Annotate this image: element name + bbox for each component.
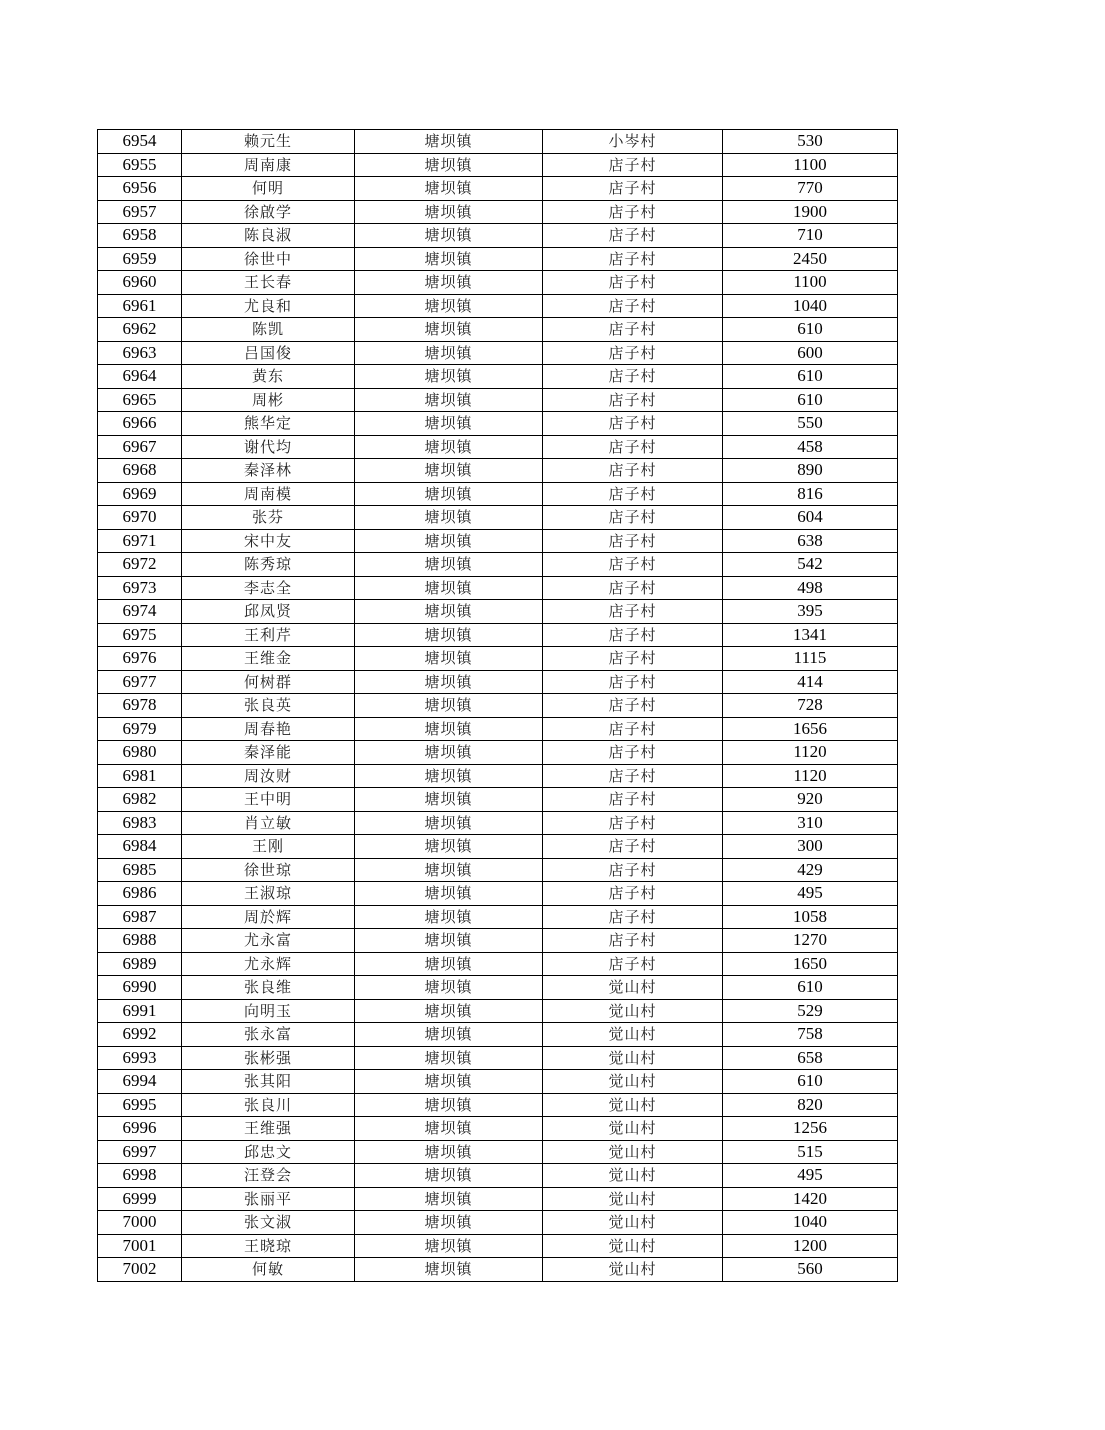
row-id-cell: 6998 bbox=[98, 1164, 182, 1188]
amount-cell: 638 bbox=[723, 529, 898, 553]
village-cell: 店子村 bbox=[543, 764, 723, 788]
town-cell: 塘坝镇 bbox=[355, 482, 543, 506]
town-cell: 塘坝镇 bbox=[355, 153, 543, 177]
village-cell: 店子村 bbox=[543, 153, 723, 177]
name-cell: 张文淑 bbox=[182, 1211, 355, 1235]
village-cell: 店子村 bbox=[543, 412, 723, 436]
village-cell: 觉山村 bbox=[543, 1046, 723, 1070]
amount-cell: 610 bbox=[723, 318, 898, 342]
amount-cell: 610 bbox=[723, 1070, 898, 1094]
amount-cell: 429 bbox=[723, 858, 898, 882]
row-id-cell: 6977 bbox=[98, 670, 182, 694]
table-row bbox=[98, 600, 898, 624]
table-row bbox=[98, 177, 898, 201]
village-cell: 店子村 bbox=[543, 905, 723, 929]
table-row bbox=[98, 952, 898, 976]
row-id-cell: 6997 bbox=[98, 1140, 182, 1164]
town-cell: 塘坝镇 bbox=[355, 247, 543, 271]
town-cell: 塘坝镇 bbox=[355, 1023, 543, 1047]
village-cell: 店子村 bbox=[543, 553, 723, 577]
table-row bbox=[98, 365, 898, 389]
table-row bbox=[98, 929, 898, 953]
name-cell: 王维金 bbox=[182, 647, 355, 671]
village-cell: 觉山村 bbox=[543, 1023, 723, 1047]
village-cell: 觉山村 bbox=[543, 1187, 723, 1211]
table-row bbox=[98, 670, 898, 694]
amount-cell: 604 bbox=[723, 506, 898, 530]
town-cell: 塘坝镇 bbox=[355, 1234, 543, 1258]
table-row bbox=[98, 576, 898, 600]
row-id-cell: 6980 bbox=[98, 741, 182, 765]
table-row bbox=[98, 247, 898, 271]
town-cell: 塘坝镇 bbox=[355, 553, 543, 577]
village-cell: 店子村 bbox=[543, 694, 723, 718]
table-row bbox=[98, 882, 898, 906]
amount-cell: 1656 bbox=[723, 717, 898, 741]
village-cell: 店子村 bbox=[543, 811, 723, 835]
table-row bbox=[98, 647, 898, 671]
village-cell: 店子村 bbox=[543, 835, 723, 859]
town-cell: 塘坝镇 bbox=[355, 388, 543, 412]
row-id-cell: 6984 bbox=[98, 835, 182, 859]
name-cell: 赖元生 bbox=[182, 130, 355, 154]
town-cell: 塘坝镇 bbox=[355, 224, 543, 248]
village-cell: 店子村 bbox=[543, 929, 723, 953]
amount-cell: 1200 bbox=[723, 1234, 898, 1258]
town-cell: 塘坝镇 bbox=[355, 929, 543, 953]
table-row bbox=[98, 130, 898, 154]
town-cell: 塘坝镇 bbox=[355, 858, 543, 882]
town-cell: 塘坝镇 bbox=[355, 1211, 543, 1235]
name-cell: 张其阳 bbox=[182, 1070, 355, 1094]
row-id-cell: 6967 bbox=[98, 435, 182, 459]
amount-cell: 458 bbox=[723, 435, 898, 459]
amount-cell: 770 bbox=[723, 177, 898, 201]
amount-cell: 1420 bbox=[723, 1187, 898, 1211]
table-row bbox=[98, 200, 898, 224]
name-cell: 秦泽林 bbox=[182, 459, 355, 483]
table-row bbox=[98, 459, 898, 483]
row-id-cell: 6961 bbox=[98, 294, 182, 318]
table-row bbox=[98, 1070, 898, 1094]
row-id-cell: 6983 bbox=[98, 811, 182, 835]
name-cell: 黄东 bbox=[182, 365, 355, 389]
amount-cell: 920 bbox=[723, 788, 898, 812]
name-cell: 周汝财 bbox=[182, 764, 355, 788]
table-row bbox=[98, 435, 898, 459]
amount-cell: 610 bbox=[723, 976, 898, 1000]
name-cell: 周南模 bbox=[182, 482, 355, 506]
name-cell: 王晓琼 bbox=[182, 1234, 355, 1258]
amount-cell: 2450 bbox=[723, 247, 898, 271]
row-id-cell: 6957 bbox=[98, 200, 182, 224]
name-cell: 周春艳 bbox=[182, 717, 355, 741]
row-id-cell: 6969 bbox=[98, 482, 182, 506]
amount-cell: 1040 bbox=[723, 1211, 898, 1235]
village-cell: 店子村 bbox=[543, 341, 723, 365]
amount-cell: 550 bbox=[723, 412, 898, 436]
town-cell: 塘坝镇 bbox=[355, 835, 543, 859]
row-id-cell: 6970 bbox=[98, 506, 182, 530]
row-id-cell: 7000 bbox=[98, 1211, 182, 1235]
amount-cell: 728 bbox=[723, 694, 898, 718]
row-id-cell: 6956 bbox=[98, 177, 182, 201]
name-cell: 王利芹 bbox=[182, 623, 355, 647]
town-cell: 塘坝镇 bbox=[355, 435, 543, 459]
name-cell: 陈秀琼 bbox=[182, 553, 355, 577]
village-cell: 店子村 bbox=[543, 670, 723, 694]
name-cell: 陈凯 bbox=[182, 318, 355, 342]
row-id-cell: 6990 bbox=[98, 976, 182, 1000]
town-cell: 塘坝镇 bbox=[355, 1093, 543, 1117]
village-cell: 觉山村 bbox=[543, 1070, 723, 1094]
village-cell: 店子村 bbox=[543, 576, 723, 600]
town-cell: 塘坝镇 bbox=[355, 459, 543, 483]
village-cell: 店子村 bbox=[543, 318, 723, 342]
name-cell: 王中明 bbox=[182, 788, 355, 812]
table-row bbox=[98, 1093, 898, 1117]
table-row bbox=[98, 694, 898, 718]
name-cell: 张彬强 bbox=[182, 1046, 355, 1070]
village-cell: 店子村 bbox=[543, 459, 723, 483]
village-cell: 店子村 bbox=[543, 600, 723, 624]
row-id-cell: 6965 bbox=[98, 388, 182, 412]
table-row bbox=[98, 788, 898, 812]
town-cell: 塘坝镇 bbox=[355, 1070, 543, 1094]
name-cell: 王刚 bbox=[182, 835, 355, 859]
name-cell: 吕国俊 bbox=[182, 341, 355, 365]
village-cell: 觉山村 bbox=[543, 1093, 723, 1117]
town-cell: 塘坝镇 bbox=[355, 365, 543, 389]
table-row bbox=[98, 905, 898, 929]
village-cell: 店子村 bbox=[543, 647, 723, 671]
table-row bbox=[98, 341, 898, 365]
table-row bbox=[98, 553, 898, 577]
name-cell: 张良维 bbox=[182, 976, 355, 1000]
table-row bbox=[98, 835, 898, 859]
town-cell: 塘坝镇 bbox=[355, 976, 543, 1000]
table-row bbox=[98, 1234, 898, 1258]
amount-cell: 1120 bbox=[723, 764, 898, 788]
amount-cell: 498 bbox=[723, 576, 898, 600]
amount-cell: 1341 bbox=[723, 623, 898, 647]
town-cell: 塘坝镇 bbox=[355, 200, 543, 224]
town-cell: 塘坝镇 bbox=[355, 999, 543, 1023]
name-cell: 徐世琼 bbox=[182, 858, 355, 882]
table-row bbox=[98, 1258, 898, 1282]
table-row bbox=[98, 1023, 898, 1047]
table-row bbox=[98, 294, 898, 318]
amount-cell: 530 bbox=[723, 130, 898, 154]
village-cell: 店子村 bbox=[543, 200, 723, 224]
name-cell: 尤永富 bbox=[182, 929, 355, 953]
town-cell: 塘坝镇 bbox=[355, 1140, 543, 1164]
row-id-cell: 7001 bbox=[98, 1234, 182, 1258]
name-cell: 徐世中 bbox=[182, 247, 355, 271]
row-id-cell: 6982 bbox=[98, 788, 182, 812]
village-cell: 觉山村 bbox=[543, 1258, 723, 1282]
town-cell: 塘坝镇 bbox=[355, 694, 543, 718]
table-row bbox=[98, 1140, 898, 1164]
row-id-cell: 6973 bbox=[98, 576, 182, 600]
table-row bbox=[98, 811, 898, 835]
table-row bbox=[98, 506, 898, 530]
name-cell: 张永富 bbox=[182, 1023, 355, 1047]
name-cell: 尤良和 bbox=[182, 294, 355, 318]
table-row bbox=[98, 1117, 898, 1141]
name-cell: 谢代均 bbox=[182, 435, 355, 459]
name-cell: 何敏 bbox=[182, 1258, 355, 1282]
town-cell: 塘坝镇 bbox=[355, 741, 543, 765]
amount-cell: 495 bbox=[723, 1164, 898, 1188]
village-cell: 店子村 bbox=[543, 294, 723, 318]
amount-cell: 1900 bbox=[723, 200, 898, 224]
name-cell: 秦泽能 bbox=[182, 741, 355, 765]
name-cell: 王淑琼 bbox=[182, 882, 355, 906]
amount-cell: 1120 bbox=[723, 741, 898, 765]
amount-cell: 1100 bbox=[723, 271, 898, 295]
row-id-cell: 6996 bbox=[98, 1117, 182, 1141]
row-id-cell: 7002 bbox=[98, 1258, 182, 1282]
village-cell: 店子村 bbox=[543, 177, 723, 201]
amount-cell: 1115 bbox=[723, 647, 898, 671]
village-cell: 觉山村 bbox=[543, 999, 723, 1023]
village-cell: 店子村 bbox=[543, 952, 723, 976]
town-cell: 塘坝镇 bbox=[355, 623, 543, 647]
amount-cell: 710 bbox=[723, 224, 898, 248]
roster-table bbox=[97, 129, 898, 1282]
table-row bbox=[98, 412, 898, 436]
amount-cell: 515 bbox=[723, 1140, 898, 1164]
table-row bbox=[98, 999, 898, 1023]
town-cell: 塘坝镇 bbox=[355, 882, 543, 906]
amount-cell: 1100 bbox=[723, 153, 898, 177]
table-row bbox=[98, 388, 898, 412]
row-id-cell: 6962 bbox=[98, 318, 182, 342]
town-cell: 塘坝镇 bbox=[355, 130, 543, 154]
amount-cell: 758 bbox=[723, 1023, 898, 1047]
row-id-cell: 6971 bbox=[98, 529, 182, 553]
row-id-cell: 6992 bbox=[98, 1023, 182, 1047]
town-cell: 塘坝镇 bbox=[355, 412, 543, 436]
village-cell: 店子村 bbox=[543, 247, 723, 271]
name-cell: 徐啟学 bbox=[182, 200, 355, 224]
row-id-cell: 6978 bbox=[98, 694, 182, 718]
village-cell: 觉山村 bbox=[543, 1140, 723, 1164]
amount-cell: 816 bbox=[723, 482, 898, 506]
row-id-cell: 6964 bbox=[98, 365, 182, 389]
table-row bbox=[98, 976, 898, 1000]
table-row bbox=[98, 1211, 898, 1235]
table-row bbox=[98, 271, 898, 295]
village-cell: 店子村 bbox=[543, 882, 723, 906]
amount-cell: 1040 bbox=[723, 294, 898, 318]
amount-cell: 1058 bbox=[723, 905, 898, 929]
name-cell: 张良英 bbox=[182, 694, 355, 718]
amount-cell: 495 bbox=[723, 882, 898, 906]
row-id-cell: 6966 bbox=[98, 412, 182, 436]
table-row bbox=[98, 741, 898, 765]
table-row bbox=[98, 224, 898, 248]
row-id-cell: 6958 bbox=[98, 224, 182, 248]
town-cell: 塘坝镇 bbox=[355, 1046, 543, 1070]
town-cell: 塘坝镇 bbox=[355, 905, 543, 929]
name-cell: 何树群 bbox=[182, 670, 355, 694]
row-id-cell: 6955 bbox=[98, 153, 182, 177]
town-cell: 塘坝镇 bbox=[355, 952, 543, 976]
name-cell: 张丽平 bbox=[182, 1187, 355, 1211]
row-id-cell: 6960 bbox=[98, 271, 182, 295]
town-cell: 塘坝镇 bbox=[355, 1258, 543, 1282]
amount-cell: 560 bbox=[723, 1258, 898, 1282]
town-cell: 塘坝镇 bbox=[355, 341, 543, 365]
town-cell: 塘坝镇 bbox=[355, 811, 543, 835]
table-row bbox=[98, 482, 898, 506]
name-cell: 周南康 bbox=[182, 153, 355, 177]
village-cell: 店子村 bbox=[543, 623, 723, 647]
amount-cell: 600 bbox=[723, 341, 898, 365]
row-id-cell: 6976 bbox=[98, 647, 182, 671]
row-id-cell: 6981 bbox=[98, 764, 182, 788]
amount-cell: 414 bbox=[723, 670, 898, 694]
name-cell: 李志全 bbox=[182, 576, 355, 600]
village-cell: 店子村 bbox=[543, 435, 723, 459]
village-cell: 觉山村 bbox=[543, 976, 723, 1000]
row-id-cell: 6979 bbox=[98, 717, 182, 741]
name-cell: 张芬 bbox=[182, 506, 355, 530]
roster-table-body bbox=[98, 130, 898, 1282]
name-cell: 陈良淑 bbox=[182, 224, 355, 248]
amount-cell: 1650 bbox=[723, 952, 898, 976]
row-id-cell: 6999 bbox=[98, 1187, 182, 1211]
village-cell: 店子村 bbox=[543, 741, 723, 765]
town-cell: 塘坝镇 bbox=[355, 294, 543, 318]
amount-cell: 820 bbox=[723, 1093, 898, 1117]
town-cell: 塘坝镇 bbox=[355, 788, 543, 812]
row-id-cell: 6991 bbox=[98, 999, 182, 1023]
village-cell: 店子村 bbox=[543, 482, 723, 506]
row-id-cell: 6974 bbox=[98, 600, 182, 624]
amount-cell: 300 bbox=[723, 835, 898, 859]
town-cell: 塘坝镇 bbox=[355, 318, 543, 342]
town-cell: 塘坝镇 bbox=[355, 506, 543, 530]
row-id-cell: 6959 bbox=[98, 247, 182, 271]
row-id-cell: 6954 bbox=[98, 130, 182, 154]
name-cell: 宋中友 bbox=[182, 529, 355, 553]
town-cell: 塘坝镇 bbox=[355, 1187, 543, 1211]
village-cell: 小岑村 bbox=[543, 130, 723, 154]
table-row bbox=[98, 1164, 898, 1188]
village-cell: 觉山村 bbox=[543, 1164, 723, 1188]
row-id-cell: 6986 bbox=[98, 882, 182, 906]
name-cell: 肖立敏 bbox=[182, 811, 355, 835]
name-cell: 张良川 bbox=[182, 1093, 355, 1117]
name-cell: 汪登会 bbox=[182, 1164, 355, 1188]
table-row bbox=[98, 1046, 898, 1070]
amount-cell: 610 bbox=[723, 388, 898, 412]
amount-cell: 658 bbox=[723, 1046, 898, 1070]
name-cell: 熊华定 bbox=[182, 412, 355, 436]
amount-cell: 610 bbox=[723, 365, 898, 389]
town-cell: 塘坝镇 bbox=[355, 670, 543, 694]
town-cell: 塘坝镇 bbox=[355, 576, 543, 600]
village-cell: 店子村 bbox=[543, 224, 723, 248]
amount-cell: 542 bbox=[723, 553, 898, 577]
town-cell: 塘坝镇 bbox=[355, 1164, 543, 1188]
amount-cell: 890 bbox=[723, 459, 898, 483]
name-cell: 周於辉 bbox=[182, 905, 355, 929]
table-row bbox=[98, 858, 898, 882]
table-row bbox=[98, 318, 898, 342]
amount-cell: 1256 bbox=[723, 1117, 898, 1141]
table-row bbox=[98, 529, 898, 553]
village-cell: 觉山村 bbox=[543, 1117, 723, 1141]
town-cell: 塘坝镇 bbox=[355, 717, 543, 741]
row-id-cell: 6968 bbox=[98, 459, 182, 483]
town-cell: 塘坝镇 bbox=[355, 764, 543, 788]
name-cell: 向明玉 bbox=[182, 999, 355, 1023]
town-cell: 塘坝镇 bbox=[355, 529, 543, 553]
table-row bbox=[98, 717, 898, 741]
town-cell: 塘坝镇 bbox=[355, 1117, 543, 1141]
town-cell: 塘坝镇 bbox=[355, 177, 543, 201]
village-cell: 店子村 bbox=[543, 506, 723, 530]
village-cell: 觉山村 bbox=[543, 1211, 723, 1235]
row-id-cell: 6995 bbox=[98, 1093, 182, 1117]
amount-cell: 310 bbox=[723, 811, 898, 835]
amount-cell: 1270 bbox=[723, 929, 898, 953]
name-cell: 尤永辉 bbox=[182, 952, 355, 976]
name-cell: 王维强 bbox=[182, 1117, 355, 1141]
name-cell: 邱凤贤 bbox=[182, 600, 355, 624]
row-id-cell: 6988 bbox=[98, 929, 182, 953]
village-cell: 店子村 bbox=[543, 788, 723, 812]
village-cell: 店子村 bbox=[543, 858, 723, 882]
village-cell: 店子村 bbox=[543, 365, 723, 389]
row-id-cell: 6993 bbox=[98, 1046, 182, 1070]
name-cell: 王长春 bbox=[182, 271, 355, 295]
row-id-cell: 6963 bbox=[98, 341, 182, 365]
table-row bbox=[98, 153, 898, 177]
amount-cell: 529 bbox=[723, 999, 898, 1023]
table-row bbox=[98, 1187, 898, 1211]
name-cell: 周彬 bbox=[182, 388, 355, 412]
table-row bbox=[98, 623, 898, 647]
village-cell: 店子村 bbox=[543, 388, 723, 412]
row-id-cell: 6972 bbox=[98, 553, 182, 577]
village-cell: 店子村 bbox=[543, 529, 723, 553]
row-id-cell: 6985 bbox=[98, 858, 182, 882]
village-cell: 店子村 bbox=[543, 271, 723, 295]
town-cell: 塘坝镇 bbox=[355, 600, 543, 624]
name-cell: 邱忠文 bbox=[182, 1140, 355, 1164]
village-cell: 觉山村 bbox=[543, 1234, 723, 1258]
row-id-cell: 6994 bbox=[98, 1070, 182, 1094]
row-id-cell: 6989 bbox=[98, 952, 182, 976]
amount-cell: 395 bbox=[723, 600, 898, 624]
town-cell: 塘坝镇 bbox=[355, 647, 543, 671]
name-cell: 何明 bbox=[182, 177, 355, 201]
table-row bbox=[98, 764, 898, 788]
row-id-cell: 6975 bbox=[98, 623, 182, 647]
town-cell: 塘坝镇 bbox=[355, 271, 543, 295]
row-id-cell: 6987 bbox=[98, 905, 182, 929]
village-cell: 店子村 bbox=[543, 717, 723, 741]
